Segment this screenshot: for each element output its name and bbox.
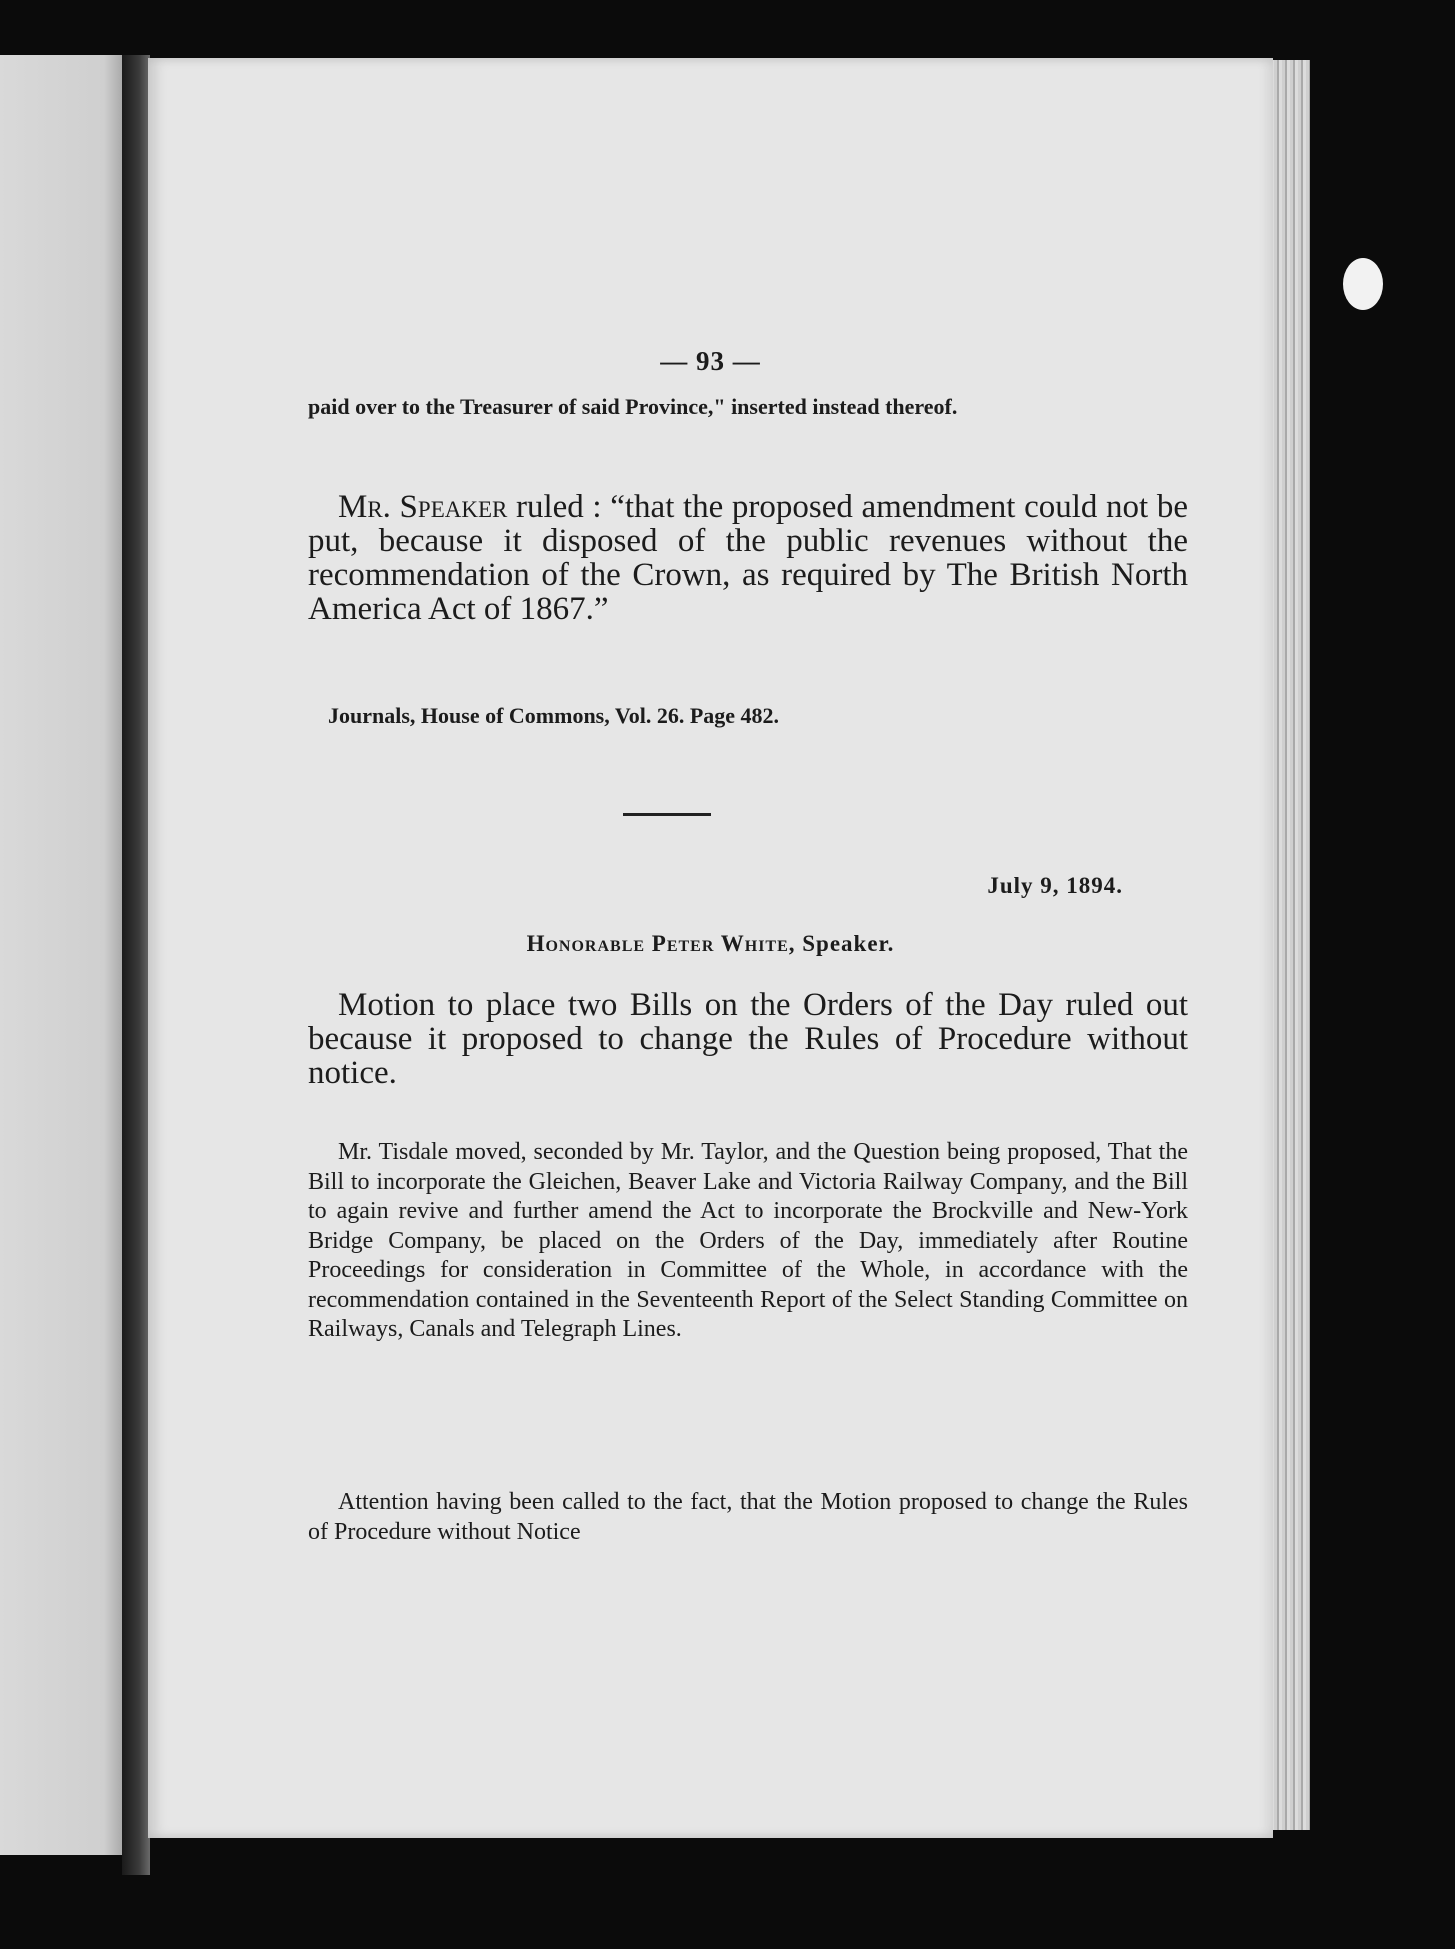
- paper-blemish: [1343, 258, 1383, 310]
- speaker-heading-title: Speaker.: [795, 931, 895, 956]
- ruling-date: July 9, 1894.: [987, 873, 1123, 898]
- attention-paragraph: Attention having been called to the fact, that the Motion proposed to change the Rules of Procedure without Notice: [308, 1489, 1188, 1545]
- continuation-text: paid over to the Treasurer of said Province," inserted instead thereof.: [308, 394, 958, 419]
- facing-page-edge: [0, 55, 130, 1855]
- page-number: — 93 —: [660, 346, 761, 376]
- book-gutter: [122, 55, 150, 1875]
- speaker-heading-name: Honorable Peter White,: [526, 931, 796, 956]
- motion-headline: Motion to place two Bills on the Orders of the Day ruled out because it proposed to change the Rules of Procedure without notice.: [308, 987, 1188, 1091]
- ruling-text: ruled : “that the proposed amendment could not be put, because it disposed of the public revenues without the recommendation of the Crown, as required by The British North America Act of 1867.”: [308, 489, 1188, 627]
- speaker-ruling: [308, 490, 1188, 626]
- speaker-name: Mr. Speaker: [338, 489, 508, 525]
- scanned-page: [148, 58, 1273, 1838]
- speaker-heading: [148, 931, 1273, 957]
- journal-citation: Journals, House of Commons, Vol. 26. Page 482.: [328, 703, 780, 728]
- motion-paragraph: Mr. Tisdale moved, seconded by Mr. Taylor, and the Question being proposed, That the Bill to incorporate the Gleichen, Beaver Lake and Victoria Railway Company, and the Bill to again revive and further amend the Act to incorporate the Brockville and New-York Bridge Company, be placed on the Orders of the Day, immediately after Routine Proceedings for consideration in Committee of the Whole, in accordance with the recommendation contained in the Seventeenth Report of the Select Standing Committee on Railways, Canals and Telegraph Lines.: [308, 1139, 1188, 1342]
- section-divider: [623, 813, 711, 816]
